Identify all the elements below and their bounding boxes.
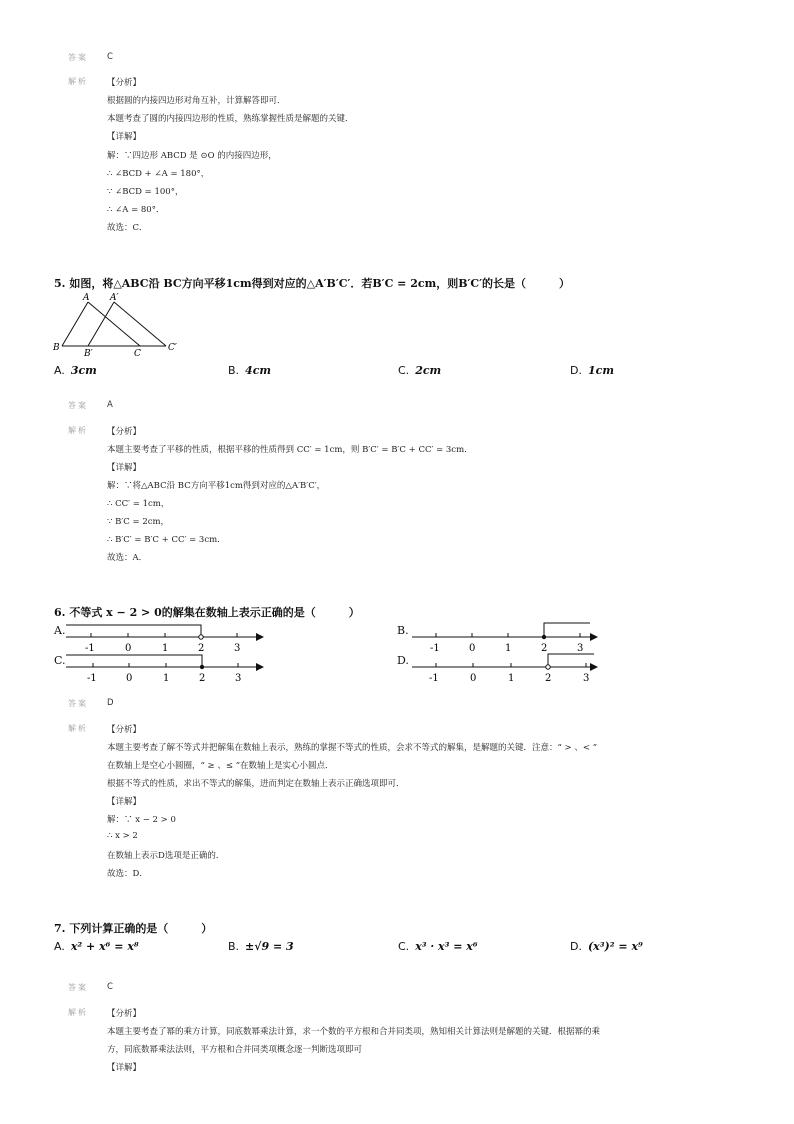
analysis-line: 【详解】 (107, 463, 142, 473)
option-b-label[interactable]: B. (397, 624, 409, 637)
segment-ac (88, 302, 140, 346)
tick-label: 2 (198, 643, 205, 654)
option-letter: A. (54, 364, 65, 377)
analysis-line: 【分析】 (107, 1009, 142, 1019)
analysis-line: 解：∵将△ABC沿 BC方向平移1cm得到对应的△A′B′C′， (107, 481, 326, 491)
label-c: C (134, 349, 141, 359)
tick-label: 0 (125, 643, 132, 654)
number-line-c (66, 650, 266, 684)
number-line-d (412, 650, 602, 684)
analysis-line: 方，同底数幂乘法法则，平方根和合并同类项概念逐一判断选项即可 (107, 1045, 363, 1055)
segment-ab (62, 302, 88, 346)
option-a[interactable] (54, 940, 139, 953)
option-text: 3cm (70, 364, 97, 377)
number-line-b (412, 620, 602, 654)
option-text: ±√9 = 3 (245, 940, 294, 953)
analysis-line: ∵ ∠BCD = 100°， (107, 187, 184, 197)
analysis-line: ∴ ∠BCD + ∠A = 180°， (107, 169, 210, 179)
option-c-label[interactable]: C. (54, 654, 66, 667)
analysis-line: 【详解】 (107, 797, 142, 807)
option-text: 1cm (587, 364, 614, 377)
analysis-tag: 解析 (68, 77, 88, 86)
option-text: 2cm (415, 364, 442, 377)
tick-label: 1 (163, 673, 170, 684)
option-letter: C. (398, 364, 410, 377)
analysis-line: 本题主要考查了幂的乘方计算，同底数幂乘法计算，求一个数的平方根和合并同类项，熟知相关计算法则是解题的关键．根据幂的乘 (107, 1027, 601, 1037)
analysis-line: 在数轴上是空心小圆圈，“ ≥ 、≤ ”在数轴上是实心小圆点． (107, 761, 334, 771)
option-text: x² + x⁶ = x⁸ (70, 940, 139, 953)
tick-label: 1 (508, 673, 515, 684)
analysis-line: 解：∵四边形 ABCD 是 ⊙O 的内接四边形， (107, 151, 277, 161)
tick-label: 3 (577, 643, 584, 654)
option-letter: A. (54, 940, 65, 953)
analysis-line: 本题主要考查了平移的性质，根据平移的性质得到 CC′ = 1cm，则 B′C′ = B′C + CC′ = 3cm． (107, 445, 473, 455)
option-c[interactable] (398, 940, 478, 953)
tick-label: 2 (541, 643, 548, 654)
answer-tag: 答案 (68, 401, 88, 410)
tick-label: 1 (162, 643, 169, 654)
tick-label: -1 (429, 673, 439, 684)
question-6-stem: 6. 不等式 x − 2 > 0的解集在数轴上表示正确的是（ ） (54, 606, 360, 619)
analysis-line: ∴ CC′ = 1cm， (107, 499, 170, 509)
tick-label: -1 (87, 673, 97, 684)
analysis-line: 本题考查了圆的内接四边形的性质，熟练掌握性质是解题的关键． (107, 114, 354, 124)
answer-value: C (107, 982, 113, 992)
label-b: B (53, 343, 60, 353)
option-d[interactable] (570, 940, 643, 953)
analysis-tag: 解析 (68, 426, 88, 435)
option-letter: D. (570, 364, 582, 377)
option-text: x³ · x³ = x⁶ (415, 940, 478, 953)
option-letter: B. (228, 364, 240, 377)
analysis-line: 解：∵ x − 2 > 0 (107, 815, 176, 825)
analysis-line: 【详解】 (107, 132, 142, 142)
analysis-line: 本题主要考查了解不等式并把解集在数轴上表示，熟练的掌握不等式的性质，会求不等式的解集，是解题的关键．注意：“ > 、< ” (107, 743, 598, 753)
option-letter: B. (228, 940, 240, 953)
option-d[interactable] (570, 364, 614, 377)
tick-label: 0 (469, 643, 476, 654)
tick-label: 2 (545, 673, 552, 684)
analysis-line: 【分析】 (107, 427, 142, 437)
analysis-line: 【详解】 (107, 1063, 142, 1073)
translation-figure (50, 288, 190, 360)
analysis-line: 根据不等式的性质，求出不等式的解集，进而判定在数轴上表示正确选项即可． (107, 779, 405, 789)
analysis-line: 根据圆的内接四边形对角互补，计算解答即可． (107, 96, 286, 106)
option-text: 4cm (245, 364, 272, 377)
tick-label: 0 (126, 673, 133, 684)
tick-label: -1 (85, 643, 95, 654)
analysis-line: ∴ B′C′ = B′C + CC′ = 3cm． (107, 535, 226, 545)
tick-label: -1 (430, 643, 440, 654)
analysis-tag: 解析 (68, 724, 88, 733)
label-c-prime: C′ (168, 343, 177, 353)
question-5-stem: 5. 如图，将△ABC沿 BC方向平移1cm得到对应的△A′B′C′．若B′C = 2cm，则B′C′的长是（ ） (54, 277, 571, 290)
option-a[interactable] (54, 364, 97, 377)
analysis-line: 在数轴上表示D选项是正确的． (107, 851, 225, 861)
answer-tag: 答案 (68, 983, 88, 992)
analysis-line: ∵ B′C = 2cm， (107, 517, 170, 527)
option-c[interactable] (398, 364, 441, 377)
option-a-label[interactable]: A. (54, 624, 66, 637)
answer-value: A (107, 400, 113, 410)
option-text: (x³)² = x⁹ (587, 940, 643, 953)
analysis-line: 故选：C． (107, 223, 148, 233)
segment-a2c2 (114, 302, 166, 346)
analysis-line: 故选：D． (107, 869, 148, 879)
analysis-tag: 解析 (68, 1008, 88, 1017)
answer-tag: 答案 (68, 53, 88, 62)
answer-value: C (107, 52, 113, 62)
number-line-a (66, 620, 266, 654)
label-a-prime: A′ (110, 293, 119, 303)
option-letter: C. (398, 940, 410, 953)
tick-label: 1 (505, 643, 512, 654)
tick-label: 2 (199, 673, 206, 684)
option-b[interactable] (228, 940, 294, 953)
tick-label: 3 (583, 673, 590, 684)
analysis-line: 【分析】 (107, 725, 142, 735)
question-7-stem: 7. 下列计算正确的是（ ） (54, 922, 213, 935)
tick-label: 3 (234, 643, 241, 654)
analysis-line: ∴ x > 2 (107, 831, 138, 841)
option-letter: D. (570, 940, 582, 953)
label-b-prime: B′ (84, 349, 93, 359)
tick-label: 0 (470, 673, 477, 684)
label-a: A (83, 293, 90, 303)
analysis-line: ∴ ∠A = 80°． (107, 205, 165, 215)
option-b[interactable] (228, 364, 271, 377)
analysis-line: 【分析】 (107, 78, 142, 88)
answer-tag: 答案 (68, 699, 88, 708)
analysis-line: 故选：A． (107, 553, 148, 563)
answer-value: D (107, 698, 114, 708)
tick-label: 3 (235, 673, 242, 684)
segment-a2b2 (88, 302, 114, 346)
option-d-label[interactable]: D. (397, 654, 409, 667)
